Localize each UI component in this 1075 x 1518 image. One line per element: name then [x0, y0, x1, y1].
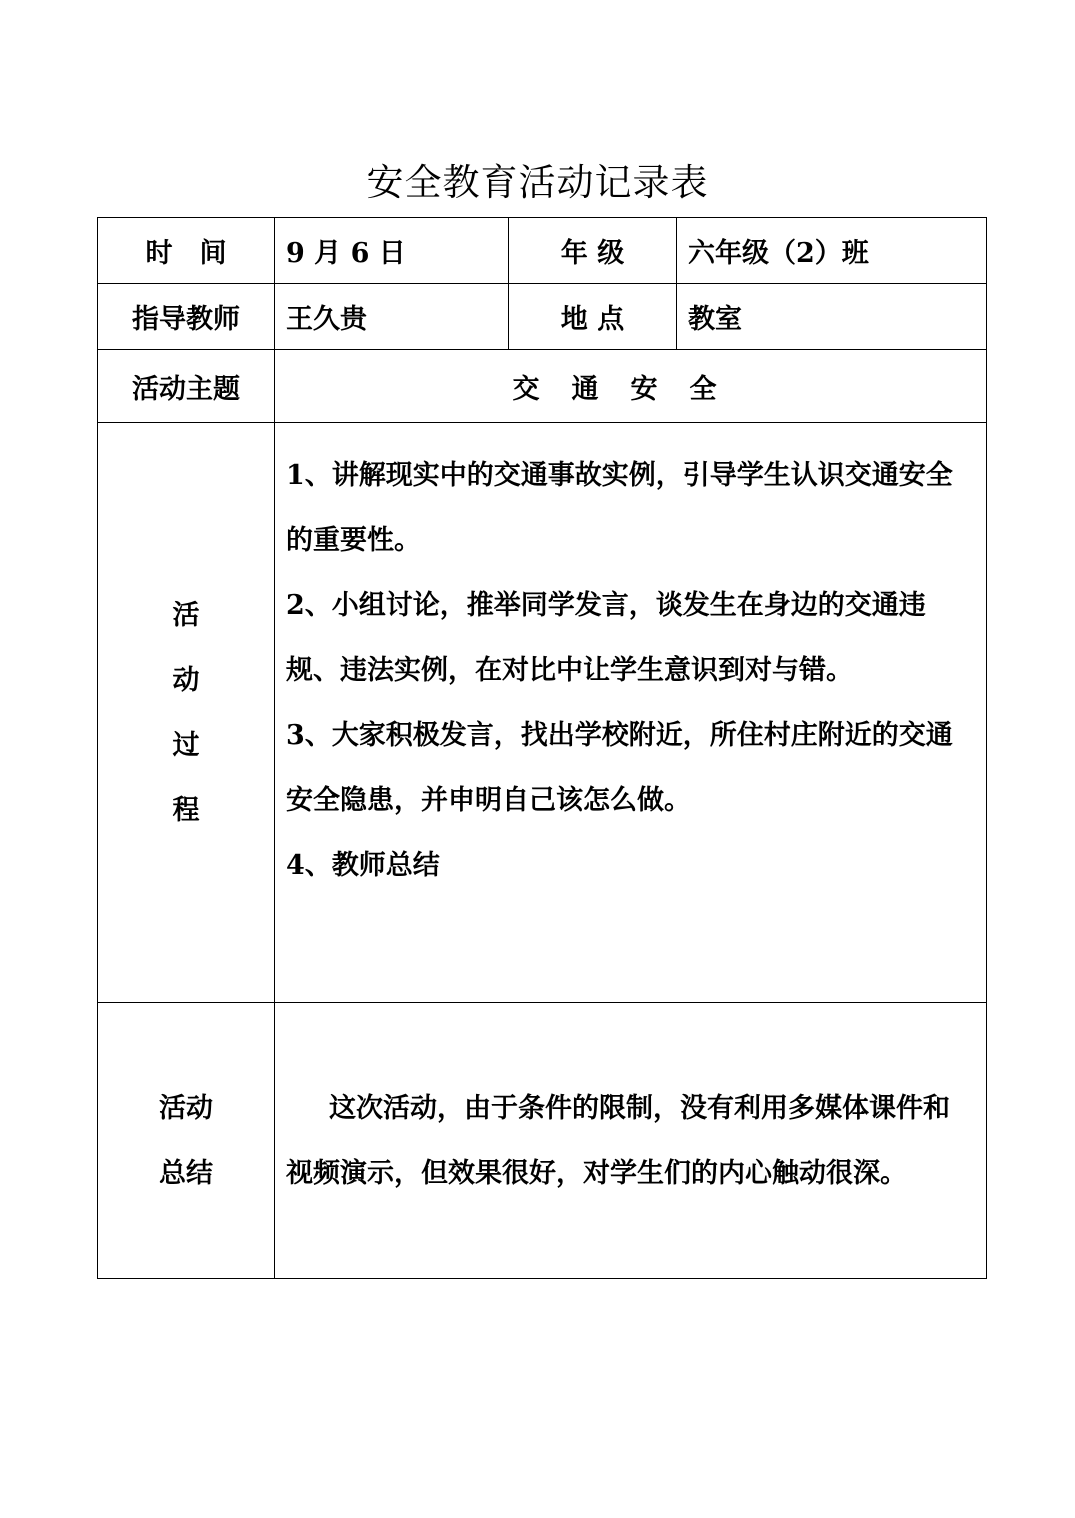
row-teacher-place	[98, 284, 987, 350]
row-time-grade	[98, 218, 987, 284]
place-label-cell	[509, 284, 677, 350]
grade-value: 六年级（2）班	[677, 218, 987, 284]
process-label-char: 活	[172, 599, 200, 631]
grade-label: 年 级	[560, 238, 625, 269]
row-theme	[98, 350, 987, 423]
place-label: 地 点	[560, 304, 625, 335]
teacher-label: 指导教师	[98, 284, 275, 350]
summary-label-line: 总结	[159, 1157, 213, 1189]
teacher-value: 王久贵	[275, 284, 509, 350]
process-item: 2、小组讨论，推举同学发言，谈发生在身边的交通违规、违法实例，在对比中让学生意识到对与错。	[286, 590, 926, 686]
process-label	[98, 423, 275, 1003]
process-label-char: 过	[172, 729, 200, 761]
time-label-cell	[98, 218, 275, 284]
process-item: 4、教师总结	[286, 850, 440, 881]
summary-paragraph: 这次活动，由于条件的限制，没有利用多媒体课件和视频演示，但效果很好，对学生们的内心触动很深。	[286, 1092, 950, 1189]
document-title: 安全教育活动记录表	[366, 161, 709, 204]
grade-label-cell	[509, 218, 677, 284]
row-summary	[98, 1003, 987, 1279]
process-label-char: 动	[172, 664, 200, 696]
summary-label-line: 活动	[159, 1092, 213, 1124]
process-item: 1、讲解现实中的交通事故实例，引导学生认识交通安全的重要性。	[286, 460, 953, 556]
process-label-char: 程	[172, 794, 200, 826]
theme-label: 活动主题	[98, 350, 275, 423]
theme-value: 交通安全	[275, 350, 987, 423]
record-table	[97, 217, 987, 1279]
summary-content	[275, 1003, 987, 1279]
row-process	[98, 423, 987, 1003]
process-item: 3、大家积极发言，找出学校附近，所住村庄附近的交通安全隐患，并申明自己该怎么做。	[286, 720, 953, 816]
place-value: 教室	[677, 284, 987, 350]
time-label: 时 间	[145, 238, 227, 269]
time-value: 9 月 6 日	[275, 218, 509, 284]
process-content	[275, 423, 987, 1003]
summary-label	[98, 1003, 275, 1279]
